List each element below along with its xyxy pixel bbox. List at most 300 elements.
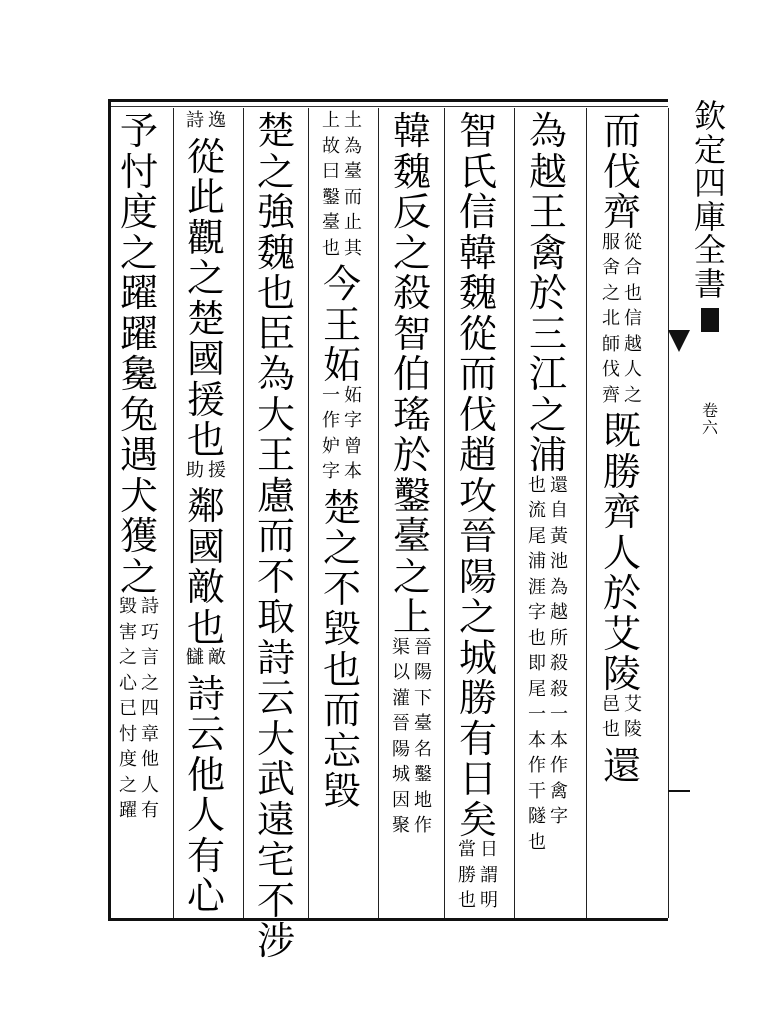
main-text-char: 陽 <box>458 554 497 599</box>
commentary-char: 所 <box>550 627 568 649</box>
main-text-char: 之 <box>528 392 567 437</box>
commentary-char: 干 <box>528 780 546 802</box>
commentary-char: 謂 <box>480 864 498 886</box>
main-text-run <box>456 109 500 842</box>
commentary-char: 言 <box>141 647 159 668</box>
commentary-char: 也 <box>602 719 620 740</box>
main-text-char: 韓 <box>392 109 431 153</box>
main-text-char: 武 <box>256 757 295 801</box>
frame-left-border <box>108 100 111 920</box>
main-text-char: 云 <box>186 712 225 756</box>
commentary-char: 灌 <box>392 687 410 709</box>
main-text-run <box>254 109 298 963</box>
main-text-char: 而 <box>602 109 641 153</box>
commentary-char: 害 <box>119 621 137 643</box>
commentary-char: 土 <box>344 110 362 131</box>
margin-char: 六 <box>701 418 718 438</box>
main-text-char: 人 <box>186 793 225 837</box>
main-text-char: 陵 <box>602 652 641 696</box>
commentary-char: 妒 <box>322 435 340 457</box>
book-title <box>690 97 730 303</box>
commentary-char: 四 <box>141 698 159 719</box>
main-text-char: 之 <box>392 554 431 599</box>
commentary-char: 詩 <box>186 110 204 131</box>
commentary-char: 而 <box>344 186 362 208</box>
commentary-note <box>527 678 569 860</box>
commentary-char: 下 <box>414 687 432 709</box>
main-text-char: 於 <box>528 271 567 315</box>
main-text-char: 援 <box>186 377 225 422</box>
main-text-char: 也 <box>186 605 225 650</box>
commentary-left-line <box>527 678 547 860</box>
commentary-char: 其 <box>344 237 362 259</box>
margin-char: 四 <box>693 164 726 203</box>
main-text-char: 勝 <box>602 449 641 494</box>
main-text-char: 詩 <box>256 635 295 680</box>
commentary-char: 他 <box>141 749 159 770</box>
commentary-char: 字 <box>322 461 340 482</box>
commentary-note <box>185 649 227 675</box>
column-rule <box>173 108 174 918</box>
commentary-char: 從 <box>624 231 642 253</box>
commentary-char: 之 <box>119 647 137 668</box>
main-text-char: 勝 <box>458 676 497 720</box>
commentary-char: 尾 <box>528 525 546 547</box>
main-text-char: 臺 <box>392 514 431 558</box>
commentary-char: 敵 <box>208 647 226 668</box>
main-text-char: 王 <box>256 433 295 477</box>
main-text-char: 有 <box>458 716 497 761</box>
commentary-char: 禽 <box>550 780 568 802</box>
commentary-char: 有 <box>141 800 159 821</box>
main-text-char: 躍 <box>119 311 158 356</box>
column-rule <box>444 108 445 918</box>
commentary-left-line <box>321 112 341 265</box>
commentary-note <box>391 636 433 843</box>
commentary-char: 鑿 <box>322 186 340 208</box>
main-text-char: 不 <box>322 566 361 611</box>
main-text-char: 為 <box>256 352 295 396</box>
main-text-char: 不 <box>256 878 295 923</box>
text-column-6 <box>254 109 298 963</box>
main-text-char: 楚 <box>256 109 295 153</box>
main-text-char: 妬 <box>322 343 361 387</box>
commentary-char: 章 <box>141 723 159 745</box>
commentary-right-line <box>623 231 643 413</box>
commentary-char: 流 <box>528 500 546 521</box>
commentary-char: 作 <box>528 755 546 776</box>
commentary-left-line <box>185 112 205 138</box>
main-text-char: 有 <box>186 833 225 878</box>
juan-number <box>700 402 720 437</box>
commentary-char: 作 <box>414 815 432 836</box>
commentary-char: 臺 <box>414 713 432 734</box>
main-text-char: 楚 <box>322 485 361 530</box>
commentary-char: 鑿 <box>414 764 432 785</box>
commentary-char: 服 <box>602 231 620 253</box>
main-text-char: 遠 <box>256 797 295 842</box>
commentary-char: 當 <box>458 839 476 860</box>
commentary-left-line <box>185 649 205 675</box>
main-text-char: 此 <box>186 175 225 219</box>
commentary-right-line <box>549 474 569 681</box>
main-text-char: 瑤 <box>392 392 431 437</box>
main-text-char: 伐 <box>602 149 641 194</box>
commentary-right-line <box>623 693 643 747</box>
page-margin <box>690 97 730 438</box>
main-text-char: 人 <box>602 530 641 575</box>
column-rule <box>378 108 379 918</box>
commentary-char: 尾 <box>528 678 546 700</box>
commentary-char: 日 <box>480 839 498 860</box>
commentary-char: 陽 <box>392 738 410 760</box>
main-text-char: 日 <box>458 757 497 801</box>
commentary-char: 邑 <box>602 693 620 715</box>
commentary-left-line <box>527 474 547 681</box>
main-text-char: 云 <box>256 676 295 720</box>
commentary-char: 自 <box>550 500 568 521</box>
commentary-char: 曰 <box>322 161 340 182</box>
main-text-char: 國 <box>186 524 225 569</box>
text-column-7 <box>184 112 228 918</box>
column-rule <box>514 108 515 918</box>
main-text-char: 禽 <box>528 230 567 275</box>
text-column-1 <box>600 109 644 788</box>
commentary-char: 詩 <box>141 596 159 617</box>
commentary-left-line <box>321 384 341 489</box>
commentary-char: 也 <box>528 831 546 853</box>
main-text-char: 之 <box>458 595 497 639</box>
margin-char: 卷 <box>701 400 718 420</box>
main-text-char: 國 <box>186 337 225 381</box>
commentary-char: 聚 <box>392 815 410 836</box>
main-text-char: 鄰 <box>186 484 225 528</box>
main-text-run <box>390 109 434 639</box>
commentary-left-line <box>457 841 477 918</box>
main-text-char: 之 <box>256 149 295 194</box>
main-text-char: 不 <box>256 554 295 599</box>
commentary-char: 信 <box>624 308 642 329</box>
commentary-char: 臺 <box>344 161 362 182</box>
main-text-char: 魏 <box>392 149 431 194</box>
main-text-char: 之 <box>119 554 158 599</box>
main-text-char: 氏 <box>458 149 497 194</box>
main-text-run <box>600 409 644 696</box>
frame-bottom-border <box>108 918 668 921</box>
main-text-char: 取 <box>256 595 295 639</box>
main-text-char: 還 <box>602 743 641 788</box>
commentary-char: 一 <box>322 384 340 406</box>
commentary-char: 作 <box>550 755 568 776</box>
margin-char: 欽 <box>693 97 726 135</box>
commentary-right-line <box>207 649 227 675</box>
commentary-right-line <box>343 112 363 265</box>
commentary-char: 名 <box>414 738 432 760</box>
commentary-left-line <box>391 636 411 843</box>
fish-tail-mark <box>668 330 690 352</box>
commentary-char: 舍 <box>602 257 620 278</box>
main-text-char: 矣 <box>458 797 497 842</box>
main-text-char: 犬 <box>119 473 158 518</box>
main-text-char: 忖 <box>119 149 158 194</box>
main-text-run <box>600 109 644 234</box>
main-text-char: 伐 <box>458 392 497 437</box>
text-column-5 <box>320 112 364 813</box>
main-text-char: 伯 <box>392 352 431 396</box>
commentary-right-line <box>343 384 363 489</box>
commentary-note <box>601 231 643 413</box>
commentary-char: 上 <box>322 110 340 131</box>
commentary-char: 因 <box>392 789 410 811</box>
commentary-char: 越 <box>624 333 642 355</box>
commentary-char: 城 <box>392 764 410 785</box>
main-text-char: 也 <box>256 271 295 315</box>
commentary-left-line <box>601 693 621 747</box>
main-text-run <box>600 743 644 788</box>
main-text-char: 躍 <box>119 271 158 315</box>
main-text-char: 魏 <box>256 230 295 275</box>
main-text-char: 既 <box>602 409 641 453</box>
main-text-char: 城 <box>458 635 497 680</box>
main-text-char: 於 <box>392 433 431 477</box>
commentary-char: 故 <box>322 135 340 157</box>
main-text-char: 而 <box>322 688 361 732</box>
commentary-char: 人 <box>624 359 642 380</box>
main-text-char: 晉 <box>458 514 497 558</box>
main-text-char: 趙 <box>458 433 497 477</box>
commentary-char: 也 <box>458 890 476 911</box>
commentary-char: 人 <box>141 774 159 796</box>
main-text-char: 獲 <box>119 514 158 558</box>
main-text-char: 宅 <box>256 838 295 882</box>
main-text-char: 度 <box>119 190 158 234</box>
commentary-note <box>321 384 363 489</box>
commentary-char: 臺 <box>322 212 340 233</box>
main-text-char: 之 <box>186 256 225 300</box>
main-text-char: 也 <box>186 418 225 462</box>
main-text-run <box>184 134 228 462</box>
frame-top-border <box>108 99 668 102</box>
commentary-char: 助 <box>186 459 204 481</box>
commentary-right-line <box>413 636 433 843</box>
main-text-run <box>320 262 364 387</box>
text-column-8 <box>117 109 161 828</box>
main-text-run <box>117 109 161 599</box>
main-text-char: 浦 <box>528 433 567 477</box>
margin-char: 書 <box>693 264 726 303</box>
commentary-char: 陵 <box>624 719 642 740</box>
commentary-char: 還 <box>550 474 568 496</box>
text-column-3 <box>456 109 500 918</box>
commentary-char: 也 <box>528 474 546 496</box>
main-text-char: 臣 <box>256 311 295 356</box>
commentary-char: 隧 <box>528 806 546 827</box>
commentary-char: 即 <box>528 653 546 674</box>
main-text-char: 鑿 <box>392 473 431 518</box>
main-text-char: 從 <box>458 311 497 356</box>
commentary-char: 毀 <box>119 596 137 617</box>
commentary-char: 晉 <box>414 636 432 658</box>
commentary-char: 本 <box>344 461 362 482</box>
commentary-char: 師 <box>602 333 620 355</box>
main-text-char: 反 <box>392 190 431 234</box>
main-text-char: 魏 <box>458 271 497 315</box>
commentary-char: 之 <box>624 384 642 406</box>
text-column-4 <box>390 109 434 843</box>
commentary-right-line <box>207 112 227 138</box>
margin-block <box>701 308 719 332</box>
main-text-char: 心 <box>186 874 225 918</box>
main-text-char: 從 <box>186 134 225 179</box>
commentary-char: 度 <box>119 749 137 770</box>
commentary-char: 池 <box>550 551 568 572</box>
main-text-char: 遇 <box>119 433 158 477</box>
main-text-char: 楚 <box>186 296 225 341</box>
commentary-note <box>527 474 569 681</box>
main-text-char: 強 <box>256 190 295 234</box>
main-text-char: 為 <box>528 109 567 153</box>
main-text-char: 齊 <box>602 490 641 534</box>
commentary-char: 渠 <box>392 636 410 658</box>
main-text-char: 敵 <box>186 565 225 609</box>
main-text-char: 予 <box>119 109 158 153</box>
commentary-char: 以 <box>392 662 410 683</box>
main-text-char: 毀 <box>322 607 361 651</box>
commentary-char: 為 <box>344 135 362 157</box>
commentary-char: 心 <box>119 672 137 694</box>
main-text-char: 慮 <box>256 473 295 518</box>
commentary-left-line <box>118 598 138 828</box>
commentary-char: 晉 <box>392 713 410 734</box>
margin-char: 定 <box>693 130 726 169</box>
column-rule <box>668 108 669 918</box>
commentary-right-line <box>549 678 569 860</box>
commentary-char: 之 <box>119 774 137 796</box>
main-text-run <box>320 485 364 813</box>
main-text-char: 上 <box>392 595 431 639</box>
commentary-char: 明 <box>480 890 498 911</box>
text-column-2 <box>526 109 570 859</box>
commentary-char: 之 <box>141 672 159 694</box>
commentary-char: 本 <box>528 729 546 751</box>
commentary-char: 忖 <box>119 723 137 745</box>
main-text-char: 三 <box>528 311 567 356</box>
commentary-char: 也 <box>322 237 340 259</box>
commentary-char: 躍 <box>119 800 137 821</box>
commentary-char: 字 <box>550 806 568 827</box>
commentary-char: 之 <box>602 282 620 304</box>
margin-char: 庫 <box>693 197 726 236</box>
main-text-char: 艾 <box>602 611 641 656</box>
commentary-char: 殺 <box>550 678 568 700</box>
commentary-note <box>601 693 643 747</box>
commentary-char: 北 <box>602 308 620 329</box>
main-text-char: 王 <box>322 302 361 347</box>
main-text-char: 智 <box>458 109 497 153</box>
main-text-char: 大 <box>256 716 295 761</box>
commentary-char: 艾 <box>624 693 642 715</box>
margin-char: 全 <box>693 231 726 270</box>
commentary-char: 伐 <box>602 359 620 380</box>
commentary-char: 曾 <box>344 435 362 457</box>
main-text-char: 殺 <box>392 271 431 315</box>
commentary-char: 陽 <box>414 662 432 683</box>
main-text-char: 今 <box>322 262 361 306</box>
commentary-char: 作 <box>322 410 340 431</box>
main-text-char: 而 <box>256 514 295 558</box>
main-text-char: 信 <box>458 190 497 234</box>
frame-top-inner-rule <box>108 106 668 107</box>
main-text-char: 攻 <box>458 473 497 518</box>
main-text-char: 涉 <box>256 919 295 963</box>
main-text-char: 智 <box>392 311 431 356</box>
main-text-char: 韓 <box>458 230 497 275</box>
margin-tick <box>668 790 690 792</box>
commentary-char: 妬 <box>344 384 362 406</box>
commentary-note <box>457 841 499 918</box>
commentary-char: 浦 <box>528 551 546 572</box>
commentary-right-line <box>140 598 160 828</box>
commentary-char: 字 <box>528 602 546 623</box>
commentary-char: 止 <box>344 212 362 233</box>
commentary-note <box>118 598 160 828</box>
commentary-char: 一 <box>528 704 546 725</box>
commentary-char: 巧 <box>141 621 159 643</box>
main-text-char: 江 <box>528 352 567 396</box>
column-rule <box>308 108 309 918</box>
main-text-char: 之 <box>322 526 361 570</box>
commentary-note <box>185 112 227 138</box>
main-text-char: 兔 <box>119 392 158 437</box>
commentary-right-line <box>479 841 499 918</box>
commentary-char: 殺 <box>550 653 568 674</box>
main-text-char: 而 <box>458 352 497 396</box>
commentary-char: 已 <box>119 698 137 719</box>
main-text-char: 齊 <box>602 190 641 234</box>
commentary-char: 字 <box>344 410 362 431</box>
main-text-char: 於 <box>602 571 641 615</box>
column-rule <box>243 108 244 918</box>
main-text-char: 忘 <box>322 728 361 773</box>
commentary-char: 涯 <box>528 576 546 598</box>
commentary-note <box>321 112 363 265</box>
main-text-char: 大 <box>256 392 295 437</box>
commentary-char: 一 <box>550 704 568 725</box>
commentary-char: 讎 <box>186 647 204 668</box>
main-text-run <box>184 671 228 918</box>
column-rule <box>586 108 587 918</box>
commentary-char: 黃 <box>550 525 568 547</box>
commentary-char: 也 <box>624 282 642 304</box>
commentary-char: 為 <box>550 576 568 598</box>
commentary-char: 齊 <box>602 384 620 406</box>
main-text-char: 毚 <box>119 352 158 396</box>
main-text-char: 之 <box>392 230 431 275</box>
main-text-char: 也 <box>322 647 361 692</box>
main-text-char: 越 <box>528 149 567 194</box>
commentary-char: 合 <box>624 257 642 278</box>
main-text-char: 他 <box>186 752 225 797</box>
commentary-char: 勝 <box>458 864 476 886</box>
commentary-char: 本 <box>550 729 568 751</box>
main-text-char: 觀 <box>186 215 225 260</box>
main-text-char: 毀 <box>322 769 361 813</box>
commentary-char: 越 <box>550 602 568 623</box>
commentary-char: 也 <box>528 627 546 649</box>
main-text-char: 之 <box>119 230 158 275</box>
main-text-run <box>526 109 570 477</box>
main-text-char: 詩 <box>186 671 225 716</box>
